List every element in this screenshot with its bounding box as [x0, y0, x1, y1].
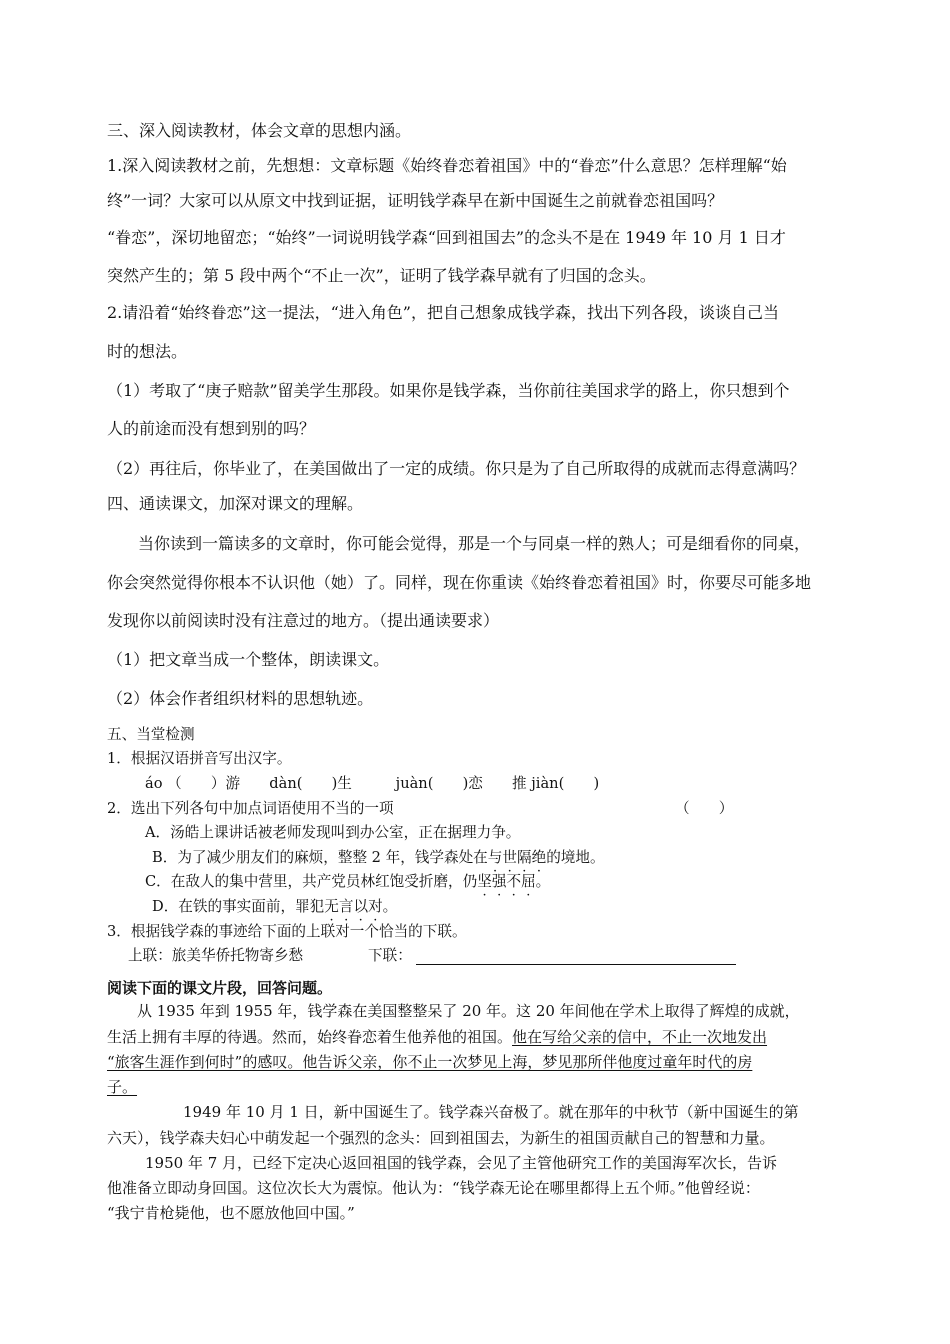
test-question-2: 2．选出下列各句中加点词语使用不当的一项 [107, 800, 394, 817]
dotted-char: 言 [338, 898, 354, 915]
test-question-1: 1．根据汉语拼音写出汉字。 [107, 750, 292, 767]
question-2-line-2: 时的想法。 [107, 342, 188, 361]
dotted-char: 屈 [521, 873, 536, 890]
reading-p2-line-2: 六天），钱学森夫妇心中萌发起一个强烈的念头：回到祖国去，为新生的祖国贡献自己的智慧和力量。 [107, 1129, 775, 1147]
option-c-pre: C．在敌人的集中营里，共产党员林红饱受折磨，仍 [145, 873, 478, 890]
answer-1-line-1: “眷恋”，深切地留恋；“始终”一词说明钱学森“回到祖国去”的念头不是在 1949 年 10 月 1 日才 [107, 228, 786, 247]
dotted-char: 无 [324, 898, 339, 915]
section-3-heading: 三、深入阅读教材，体会文章的思想内涵。 [107, 121, 412, 140]
section-4-para-line-2: 你会突然觉得你根本不认识他（她）了。同样，现在你重读《始终眷恋着祖国》时，你要尽可能多地 [107, 573, 812, 592]
option-c-post: 。 [535, 873, 551, 890]
reading-p3-line-1: 1950 年 7 月，已经下定决心返回祖国的钱学森，会见了主管他研究工作的美国海军次长，告诉 [145, 1154, 778, 1172]
option-d [152, 895, 397, 916]
question-1-line-2: 终”一词？大家可以从原文中找到证据，证明钱学森早在新中国诞生之前就眷恋祖国吗？ [107, 191, 724, 210]
couplet-answer-blank[interactable] [416, 950, 736, 965]
dotted-char: 世 [502, 849, 517, 866]
option-b-post: 的境地。 [546, 849, 605, 866]
dotted-char: 对 [368, 898, 383, 915]
section-4-item-2: （2）体会作者组织材料的思想轨迹。 [107, 689, 374, 708]
reading-p1-line-1: 从 1935 年到 1955 年，钱学森在美国整整呆了 20 年。这 20 年间他在学术上取得了辉煌的成就， [137, 1002, 800, 1020]
dotted-char: 不 [506, 873, 522, 890]
section-4-heading: 四、通读课文，加深对课文的理解。 [107, 494, 364, 513]
option-c [145, 870, 550, 891]
couplet-lower-label: 下联： [368, 947, 412, 964]
reading-p1-line-3: “旅客生涯作到何时”的感叹。他告诉父亲，你不止一次梦见上海，梦见那所伴他度过童年时代的房 [107, 1053, 753, 1071]
test-question-3: 3．根据钱学森的事迹给下面的上联对一个恰当的下联。 [107, 923, 467, 940]
option-c-dotted-phrase [477, 870, 535, 891]
underlined-sentence: 他在写给父亲的信中，不止一次地发出 [512, 1028, 768, 1046]
reading-p1-line-2 [107, 1026, 767, 1047]
answer-bracket: （ ） [675, 800, 734, 817]
couplet-upper: 上联：旅美华侨托物寄乡愁 [128, 947, 304, 964]
option-d-post: 。 [382, 898, 398, 915]
reading-p3-line-3: “我宁肯枪毙他，也不愿放他回中国。” [107, 1204, 355, 1222]
dotted-char: 隔 [516, 849, 532, 866]
couplet-lower [368, 944, 736, 965]
option-d-dotted-phrase [324, 895, 382, 916]
option-d-pre: D．在铁的事实面前，罪犯 [152, 898, 325, 915]
answer-1-line-2: 突然产生的；第 5 段中两个“不止一次”，证明了钱学森早就有了归国的念头。 [107, 266, 656, 285]
section-5-heading: 五、当堂检测 [107, 726, 195, 743]
prompt-1-line-2: 人的前途而没有想到别的吗？ [107, 419, 316, 438]
section-4-para-line-1: 当你读到一篇读多的文章时，你可能会觉得，那是一个与同桌一样的熟人；可是细看你的同桌， [138, 534, 811, 553]
pinyin-line: áo （ ）游 dàn( )生 juàn( )恋 推 jiàn( ) [145, 775, 600, 792]
reading-p2-line-1: 1949 年 10 月 1 日，新中国诞生了。钱学森兴奋极了。就在那年的中秋节（新中国诞生的第 [183, 1103, 799, 1121]
option-b-pre: B．为了减少朋友们的麻烦，整整 2 年，钱学森处在 [152, 849, 488, 866]
section-4-item-1: （1）把文章当成一个整体，朗读课文。 [107, 650, 390, 669]
dotted-char: 强 [491, 873, 507, 890]
reading-p1-line-2a: 生活上拥有丰厚的待遇。然而，始终眷恋着生他养他的祖国。 [107, 1028, 513, 1046]
reading-p1-line-4: 子。 [107, 1078, 138, 1096]
reading-p3-line-2: 他准备立即动身回国。这位次长大为震惊。他认为：“钱学森无论在哪里都得上五个师。”他曾经说： [107, 1179, 760, 1197]
option-b [152, 846, 605, 867]
dotted-char: 与 [487, 849, 503, 866]
question-1-line-1: 1.深入阅读教材之前，先想想：文章标题《始终眷恋着祖国》中的“眷恋”什么意思？怎样理解“始 [107, 156, 787, 175]
option-a: A．汤皓上课讲话被老师发现叫到办公室，正在据理力争。 [145, 824, 521, 841]
dotted-char: 绝 [531, 849, 547, 866]
prompt-1-line-1: （1）考取了“庚子赔款”留美学生那段。如果你是钱学森，当你前往美国求学的路上，你只想到个 [107, 381, 790, 400]
section-4-para-line-3: 发现你以前阅读时没有注意过的地方。（提出通读要求） [107, 611, 500, 630]
reading-heading: 阅读下面的课文片段，回答问题。 [107, 979, 333, 997]
dotted-char: 以 [353, 898, 369, 915]
option-b-dotted-phrase [488, 846, 546, 867]
prompt-2: （2）再往后，你毕业了，在美国做出了一定的成绩。你只是为了自己所取得的成就而志得意满吗？ [107, 459, 806, 478]
question-2-line-1: 2.请沿着“始终眷恋”这一提法，“进入角色”，把自己想象成钱学森，找出下列各段，谈谈自己当 [107, 303, 779, 322]
dotted-char: 坚 [477, 873, 492, 890]
